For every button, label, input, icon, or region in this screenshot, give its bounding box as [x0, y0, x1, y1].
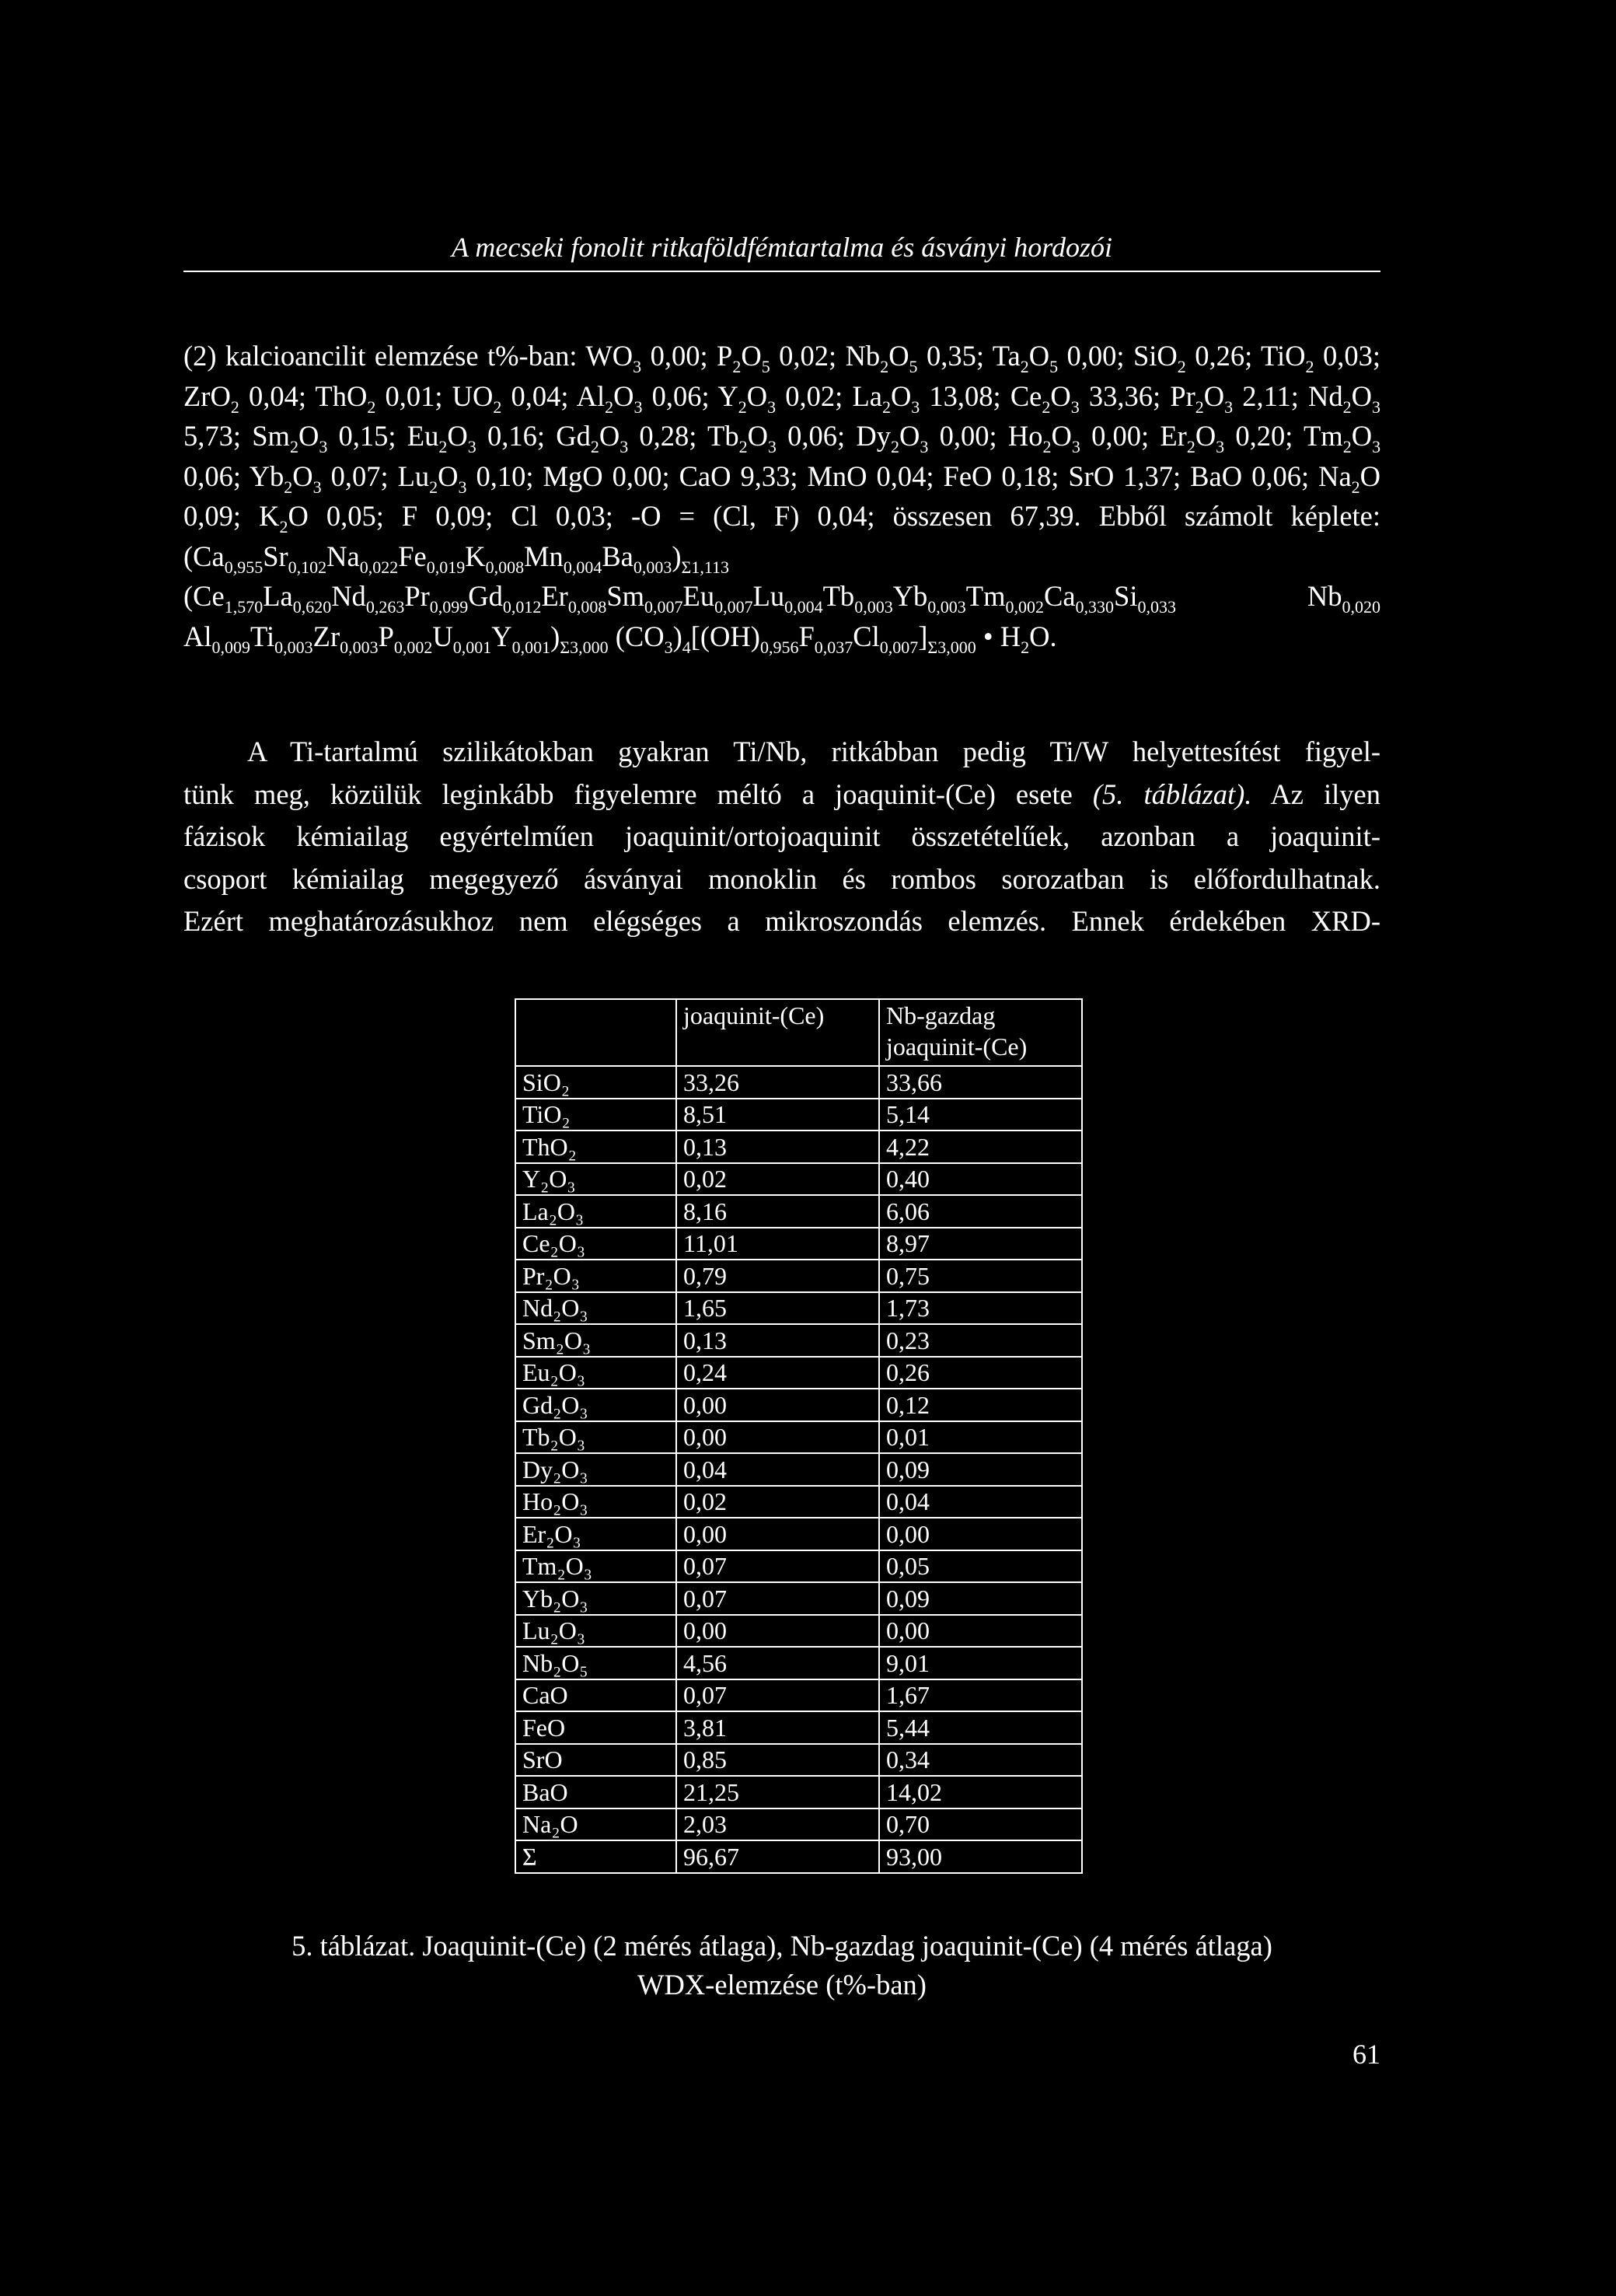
oxide-cell: BaO: [515, 1776, 676, 1808]
value-cell: 21,25: [676, 1776, 879, 1808]
oxide-cell: Nd₂O₃: [515, 1292, 676, 1325]
table-row: [515, 1099, 1082, 1131]
value-cell: 2,03: [676, 1808, 879, 1841]
table-row: [515, 1163, 1082, 1196]
value-cell: 0,00: [676, 1615, 879, 1648]
caption-line: WDX-elemzése (t%-ban): [637, 1969, 927, 2001]
table-caption: [183, 1927, 1380, 2004]
value-cell: 0,00: [676, 1389, 879, 1421]
value-cell: 0,00: [879, 1518, 1082, 1550]
table-row: [515, 1840, 1082, 1873]
table-header-cell: Nb-gazdag joaquinit-(Ce): [879, 999, 1082, 1066]
table-header-cell: [515, 999, 676, 1066]
table-row: [515, 1324, 1082, 1357]
value-cell: 93,00: [879, 1840, 1082, 1873]
table-row: [515, 1131, 1082, 1163]
paragraph-text: tünk meg, közülük leginkább figyelemre méltó a joaquinit-(Ce) esete: [183, 778, 1093, 810]
value-cell: 4,56: [676, 1647, 879, 1679]
oxide-table: [515, 998, 1083, 1874]
value-cell: 33,26: [676, 1066, 879, 1099]
table-row: [515, 1389, 1082, 1421]
table-row: [515, 1357, 1082, 1389]
value-cell: 1,73: [879, 1292, 1082, 1325]
value-cell: 0,70: [879, 1808, 1082, 1841]
oxide-cell: Lu₂O₃: [515, 1615, 676, 1648]
value-cell: 96,67: [676, 1840, 879, 1873]
value-cell: 0,01: [879, 1421, 1082, 1454]
table-row: [515, 1453, 1082, 1486]
page-number: 61: [1352, 2039, 1380, 2070]
table-row: [515, 1582, 1082, 1615]
value-cell: 0,04: [676, 1453, 879, 1486]
oxide-cell: Nb₂O₅: [515, 1647, 676, 1679]
value-cell: 0,24: [676, 1357, 879, 1389]
paragraph-joaquinit: [183, 731, 1380, 943]
value-cell: 0,00: [676, 1421, 879, 1454]
oxide-cell: Tb₂O₃: [515, 1421, 676, 1454]
table-header-cell: joaquinit-(Ce): [676, 999, 879, 1066]
value-cell: 0,40: [879, 1163, 1082, 1196]
value-cell: 0,75: [879, 1260, 1082, 1292]
oxide-cell: Dy₂O₃: [515, 1453, 676, 1486]
oxide-cell: ThO₂: [515, 1131, 676, 1163]
table-row: [515, 1518, 1082, 1550]
value-cell: 3,81: [676, 1711, 879, 1744]
paragraph-line: Ezért meghatározásukhoz nem elégséges a mikroszondás elemzés. Ennek érdekében XRD-: [183, 905, 1380, 937]
oxide-cell: Eu₂O₃: [515, 1357, 676, 1389]
value-cell: 1,67: [879, 1679, 1082, 1712]
value-cell: 9,01: [879, 1647, 1082, 1679]
value-cell: 0,13: [676, 1131, 879, 1163]
table-row: [515, 1486, 1082, 1518]
value-cell: 0,09: [879, 1582, 1082, 1615]
table-row: [515, 1292, 1082, 1325]
paragraph-line: [183, 774, 1380, 816]
caption-line: 5. táblázat. Joaquinit-(Ce) (2 mérés átlaga), Nb-gazdag joaquinit-(Ce) (4 mérés átlaga): [291, 1930, 1272, 1962]
value-cell: 0,00: [676, 1518, 879, 1550]
oxide-cell: Ho₂O₃: [515, 1486, 676, 1518]
value-cell: 0,07: [676, 1550, 879, 1583]
running-header: A mecseki fonolit ritkaföldfémtartalma és ásványi hordozói: [452, 232, 1112, 263]
oxide-cell: Sm₂O₃: [515, 1324, 676, 1357]
oxide-cell: Yb₂O₃: [515, 1582, 676, 1615]
oxide-cell: CaO: [515, 1679, 676, 1712]
oxide-cell: SiO₂: [515, 1066, 676, 1099]
value-cell: 0,09: [879, 1453, 1082, 1486]
value-cell: 0,34: [879, 1744, 1082, 1777]
oxide-cell: Σ: [515, 1840, 676, 1873]
table-row: [515, 1744, 1082, 1777]
value-cell: 0,00: [879, 1615, 1082, 1648]
value-cell: 8,51: [676, 1099, 879, 1131]
oxide-cell: La₂O₃: [515, 1195, 676, 1228]
oxide-cell: Ce₂O₃: [515, 1228, 676, 1260]
table-row: [515, 1195, 1082, 1228]
oxide-cell: Tm₂O₃: [515, 1550, 676, 1583]
table-row: [515, 1550, 1082, 1583]
value-cell: 0,26: [879, 1357, 1082, 1389]
value-cell: 0,02: [676, 1486, 879, 1518]
table-row: [515, 1228, 1082, 1260]
value-cell: 0,02: [676, 1163, 879, 1196]
value-cell: 0,79: [676, 1260, 879, 1292]
value-cell: 33,66: [879, 1066, 1082, 1099]
value-cell: 8,16: [676, 1195, 879, 1228]
table-header-row: [515, 999, 1082, 1066]
table-row: [515, 1421, 1082, 1454]
table-row: [515, 1808, 1082, 1841]
value-cell: 0,12: [879, 1389, 1082, 1421]
table-row: [515, 1776, 1082, 1808]
header-rule: [183, 271, 1380, 272]
table-row: [515, 1615, 1082, 1648]
paragraph-line: A Ti-tartalmú szilikátokban gyakran Ti/Nb, ritkábban pedig Ti/W helyettesítést figyel-: [247, 736, 1380, 767]
value-cell: 8,97: [879, 1228, 1082, 1260]
value-cell: 0,23: [879, 1324, 1082, 1357]
value-cell: 5,14: [879, 1099, 1082, 1131]
table-row: [515, 1066, 1082, 1099]
oxide-cell: TiO₂: [515, 1099, 676, 1131]
value-cell: 14,02: [879, 1776, 1082, 1808]
oxide-cell: FeO: [515, 1711, 676, 1744]
value-cell: 4,22: [879, 1131, 1082, 1163]
value-cell: 6,06: [879, 1195, 1082, 1228]
value-cell: 0,85: [676, 1744, 879, 1777]
oxide-cell: Er₂O₃: [515, 1518, 676, 1550]
value-cell: 0,07: [676, 1679, 879, 1712]
paragraph-text: Az ilyen: [1251, 778, 1381, 810]
value-cell: 0,04: [879, 1486, 1082, 1518]
table-row: [515, 1260, 1082, 1292]
oxide-cell: Y₂O₃: [515, 1163, 676, 1196]
table-row: [515, 1711, 1082, 1744]
value-cell: 11,01: [676, 1228, 879, 1260]
table-body: [515, 1066, 1082, 1873]
table-row: [515, 1647, 1082, 1679]
value-cell: 5,44: [879, 1711, 1082, 1744]
paragraph-kalcioancilit: (2) kalcioancilit elemzése t%-ban: $WO_3$ 0,00; $P_2O_5$ 0,02; $Nb_2O_5$ 0,35; $Ta_2O_5$ 0,00; SiO$_2$ 0,26; TiO$_2$ 0,03; ZrO$_2$ 0,04; ThO$_2$ 0,01; $UO_2$ 0,04; $Al_2O_3$ 0,06; $Y_2O_3$ 0,02; $La_2O_3$ 13,08; $Ce_2O_3$ 33,36; $Pr_2O_3$ 2,11; $Nd_2O_3$ 5,73; $Sm_2O_3$ 0,15; $Eu_2O_3$ 0,16; $Gd_2O_3$ 0,28; $Tb_2O_3$ 0,06; $Dy_2O_3$ 0,00; $Ho_2O_3$ 0,00; $Er_2O_3$ 0,20; $Tm_2O_3$ 0,06; $Yb_2O_3$ 0,07; $Lu_2O_3$ 0,10; MgO 0,00; CaO 9,33; MnO 0,04; FeO 0,18; SrO 1,37; BaO 0,06; $Na_2O$ 0,09; $K_2O$ 0,05; F 0,09; Cl 0,03; -O = (Cl, F) 0,04; összesen 67,39. Ebből számolt képlete: $(Ca_{0,955}Sr_{0,102}Na_{0,022}Fe_{0,019}K_{0,008}Mn_{0,004}Ba_{0,003})_{\Sigma 1,113}$ ($Ce_{1,570}La_{0,620}Nd_{0,263}Pr_{0,099}Gd_{0,012}Er_{0,008}Sm_{0,007}Eu_{0,007}Lu_{0,004}Tb_{0,003}Yb_{0,003}Tm_{0,002}Ca_{0,330}Si_{0,033}$ $Nb_{0,020}$ $Al_{0,009}Ti_{0,003}Zr_{0,003}P_{0,002}U_{0,001}Y_{0,001})_{\Sigma 3,000}$ $(CO_3)_4[(OH)_{0,956}F_{0,037}Cl_{0,007}]_{\Sigma 3,000}$ • $H_2O$.: [183, 340, 1381, 657]
oxide-cell: SrO: [515, 1744, 676, 1777]
oxide-cell: Na₂O: [515, 1808, 676, 1841]
value-cell: 0,05: [879, 1550, 1082, 1583]
value-cell: 1,65: [676, 1292, 879, 1325]
oxide-cell: Gd₂O₃: [515, 1389, 676, 1421]
value-cell: 0,07: [676, 1582, 879, 1615]
value-cell: 0,13: [676, 1324, 879, 1357]
table-reference: (5. táblázat).: [1092, 778, 1252, 810]
paragraph-line: fázisok kémiailag egyértelműen joaquinit/ortojoaquinit összetételűek, azonban a joaquinit-: [183, 820, 1380, 852]
table-row: [515, 1679, 1082, 1712]
paragraph-line: csoport kémiailag megegyező ásványai monoklin és rombos sorozatban is előfordulhatnak.: [183, 862, 1380, 895]
oxide-cell: Pr₂O₃: [515, 1260, 676, 1292]
